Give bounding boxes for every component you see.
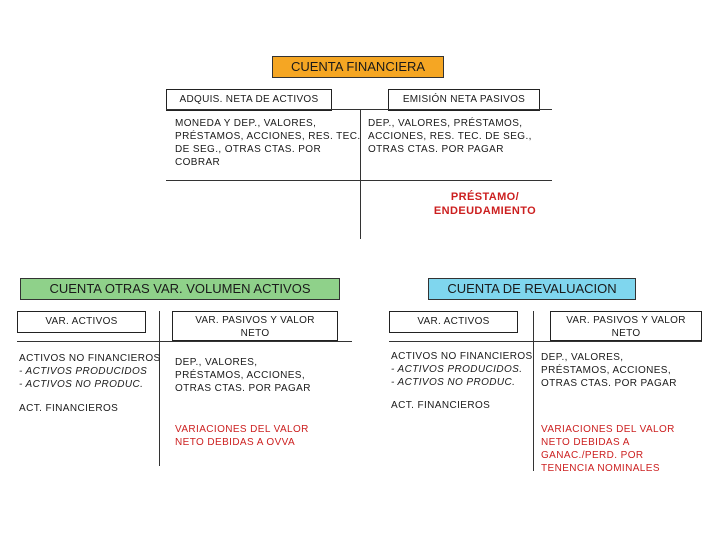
other-volume-financial-assets: ACT. FINANCIEROS [19,403,119,414]
revaluation-net-worth-variation: VARIACIONES DEL VALOR NETO DEBIDAS A GANAC./PERD. POR TENENCIA NOMINALES [541,424,675,474]
other-volume-liabilities-header: VAR. PASIVOS Y VALOR NETO [172,311,338,341]
financial-balance-rule [166,180,552,181]
revaluation-assets-header: VAR. ACTIVOS [389,311,518,333]
financial-assets-header: ADQUIS. NETA DE ACTIVOS [166,89,332,111]
revaluation-financial-assets: ACT. FINANCIEROS [391,400,491,411]
revaluation-account-title: CUENTA DE REVALUACION [428,278,636,300]
financial-t-horizontal [166,109,552,110]
revaluation-liabilities-body: DEP., VALORES, PRÉSTAMOS, ACCIONES, OTRAS CTAS. POR PAGAR [541,352,677,389]
revaluation-t-horizontal [389,341,702,342]
financial-liabilities-body: DEP., VALORES, PRÉSTAMOS, ACCIONES, RES. TEC. DE SEG., OTRAS CTAS. POR PAGAR [368,118,532,155]
financial-liabilities-header: EMISIÓN NETA PASIVOS [388,89,540,111]
other-volume-net-worth-variation: VARIACIONES DEL VALOR NETO DEBIDAS A OVVA [175,424,309,448]
financial-account-title: CUENTA FINANCIERA [272,56,444,78]
other-volume-t-horizontal [17,341,352,342]
other-volume-account-title: CUENTA OTRAS VAR. VOLUMEN ACTIVOS [20,278,340,300]
revaluation-t-vertical [533,311,534,471]
lending-borrowing-balance: PRÉSTAMO/ ENDEUDAMIENTO [433,191,537,217]
revaluation-liabilities-header: VAR. PASIVOS Y VALOR NETO [550,311,702,341]
other-volume-assets-header: VAR. ACTIVOS [17,311,146,333]
financial-assets-body: MONEDA Y DEP., VALORES, PRÉSTAMOS, ACCIONES, RES. TEC. DE SEG., OTRAS CTAS. POR COBRAR [175,118,361,168]
other-volume-liabilities-body: DEP., VALORES, PRÉSTAMOS, ACCIONES, OTRAS CTAS. POR PAGAR [175,357,311,394]
other-volume-nonfinancial-assets: ACTIVOS NO FINANCIEROS - ACTIVOS PRODUCIDOS - ACTIVOS NO PRODUC. [19,353,161,390]
revaluation-nonfinancial-assets: ACTIVOS NO FINANCIEROS - ACTIVOS PRODUCIDOS. - ACTIVOS NO PRODUC. [391,351,533,388]
